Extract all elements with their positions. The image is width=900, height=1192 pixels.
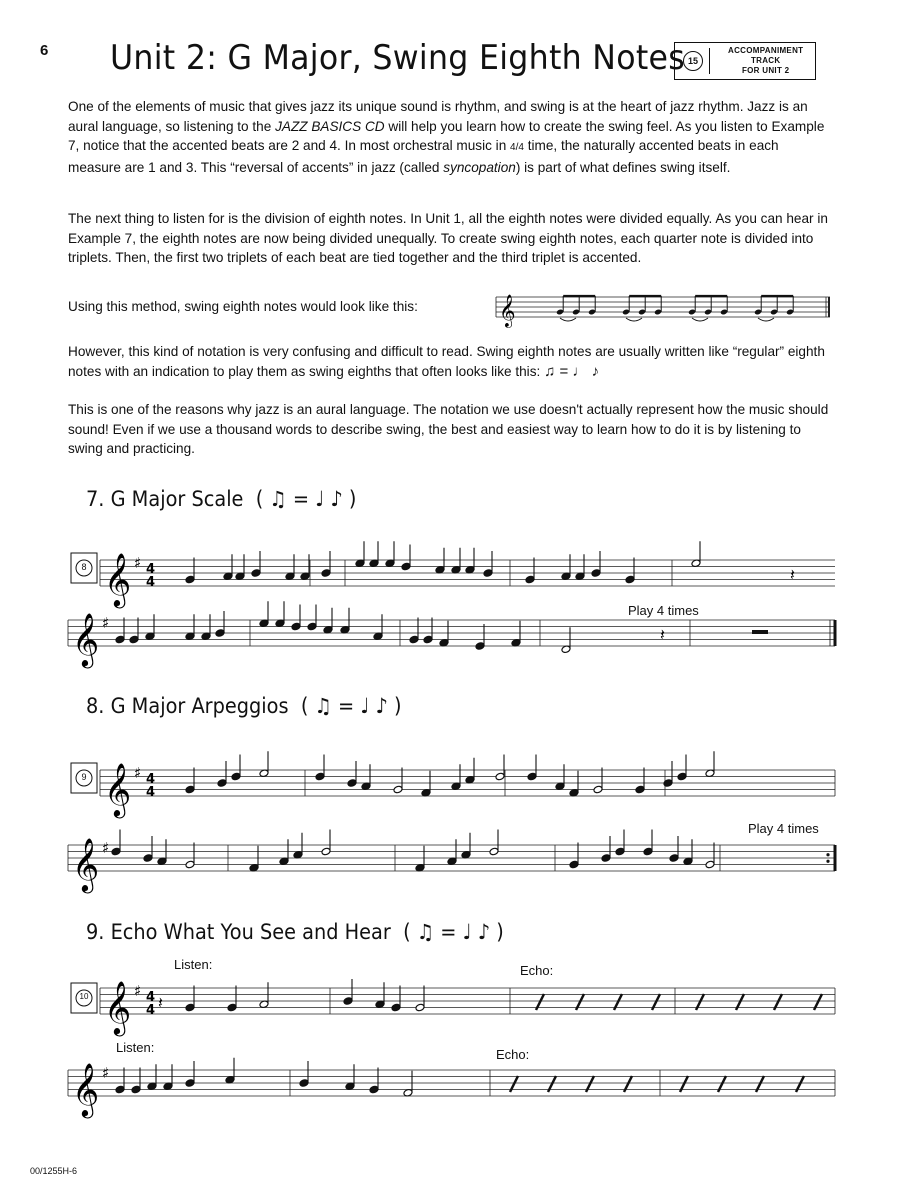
treble-clef-icon: 𝄞 (72, 837, 100, 891)
note (465, 758, 475, 784)
note (217, 761, 227, 787)
swing-symbol-icon: ( ♫ = ♩ ♪ ) (403, 920, 504, 944)
note (439, 621, 449, 647)
note (561, 554, 571, 580)
listen-label: Listen: (174, 957, 213, 972)
ex8-staff-2 (68, 837, 835, 893)
note (475, 624, 485, 650)
note (315, 755, 325, 781)
note (705, 843, 715, 869)
slash-beat (536, 994, 544, 1010)
accompaniment-track-box (674, 42, 816, 80)
note (461, 833, 471, 859)
example-7-title: 7. G Major Scale ( ♫ = ♩ ♪ ) (86, 487, 357, 511)
paragraph-3: Using this method, swing eighth notes would look like this: (68, 299, 418, 314)
ex7-staff-1 (100, 552, 835, 608)
slash-beat (680, 1076, 688, 1092)
note (307, 605, 317, 631)
note (593, 768, 603, 794)
note (361, 764, 371, 790)
echo-label: Echo: (496, 1047, 530, 1062)
slash-beat (614, 994, 622, 1010)
triplet-figures (556, 296, 794, 321)
note (409, 618, 419, 644)
note (401, 545, 411, 571)
slash-beat (814, 994, 822, 1010)
note (451, 548, 461, 574)
note (369, 1068, 379, 1094)
paragraph-2: The next thing to listen for is the division of eighth notes. In Unit 1, all the eighth notes were divided equally. As you can hear in Example 7, the eighth notes are now being divided unequally. To create swing eighth notes, each quarter note is divided into triplets. Then, the first two triplets of each beat are tied together and the third triplet is accented. (68, 211, 828, 265)
note (465, 548, 475, 574)
note (321, 551, 331, 577)
note (575, 554, 585, 580)
slash-beat (756, 1076, 764, 1092)
key-signature-sharp-icon: ♯ (134, 982, 142, 1000)
echo-label: Echo: (520, 963, 554, 978)
paragraph-5: This is one of the reasons why jazz is an aural language. The notation we use doesn't actually represent how the music should sound! Even if we use a thousand words to describe swing, the best and easiest way to learn how to do it is by listening to swing and practicing. (68, 402, 829, 456)
rest-icon: 𝄽 (790, 565, 795, 584)
note (259, 601, 269, 627)
note (323, 608, 333, 634)
key-signature-sharp-icon: ♯ (102, 1064, 110, 1082)
note (369, 541, 379, 567)
ex8-staff-1 (100, 762, 835, 818)
note (300, 554, 310, 580)
swing-symbol-icon: ( ♫ = ♩ ♪ ) (300, 694, 402, 718)
note (340, 608, 350, 634)
note (235, 554, 245, 580)
note (495, 755, 505, 781)
ex9-staff-1 (100, 980, 835, 1036)
example-9-title: 9. Echo What You See and Hear ( ♫ = ♩ ♪ ) (86, 920, 504, 944)
svg-text:4: 4 (146, 575, 156, 590)
note (343, 979, 353, 1005)
note (249, 846, 259, 872)
note (185, 614, 195, 640)
note (669, 836, 679, 862)
note (683, 839, 693, 865)
note (185, 986, 195, 1012)
note (201, 614, 211, 640)
note (129, 618, 139, 644)
note (223, 554, 233, 580)
key-signature-sharp-icon: ♯ (134, 764, 142, 782)
note (483, 551, 493, 577)
key-signature-sharp-icon: ♯ (134, 554, 142, 572)
note (415, 846, 425, 872)
note (489, 830, 499, 856)
note (447, 839, 457, 865)
note (285, 554, 295, 580)
triplet-staff-lines (496, 297, 830, 317)
note (115, 1068, 125, 1094)
note (421, 771, 431, 797)
whole-rest-icon (752, 630, 768, 634)
note (279, 839, 289, 865)
note (147, 1064, 157, 1090)
note (259, 982, 269, 1008)
note (385, 541, 395, 567)
page-number: 6 (40, 42, 49, 59)
ex7-staff-2 (68, 612, 835, 668)
note (451, 764, 461, 790)
ex9-staff-2 (68, 1062, 835, 1118)
note (391, 986, 401, 1012)
note (569, 771, 579, 797)
track-number-ex7: 8 (81, 562, 87, 572)
note (227, 986, 237, 1012)
key-signature-sharp-icon: ♯ (102, 839, 110, 857)
listen-label: Listen: (116, 1040, 155, 1055)
note (185, 558, 195, 584)
note (691, 541, 701, 567)
track-caption: ACCOMPANIMENT TRACK FOR UNIT 2 (728, 46, 804, 75)
note (373, 614, 383, 640)
note (251, 551, 261, 577)
note (347, 761, 357, 787)
note (435, 548, 445, 574)
note (561, 627, 571, 653)
note (143, 836, 153, 862)
slash-beat (510, 1076, 518, 1092)
note (185, 843, 195, 869)
slash-beat (774, 994, 782, 1010)
swing-symbol-icon: ♫ = ♩ ♪ (544, 362, 600, 380)
note (591, 551, 601, 577)
slash-beat (652, 994, 660, 1010)
svg-text:4: 4 (146, 562, 156, 577)
svg-text:4: 4 (146, 990, 156, 1005)
example-8-title: 8. G Major Arpeggios ( ♫ = ♩ ♪ ) (86, 694, 402, 718)
paragraph-4: However, this kind of notation is very confusing and difficult to read. Swing eighth notes are usually written like “regular” eighth notes with an indication to play them as swing eighths that often looks like this: ♫ = ♩ ♪ (68, 344, 825, 380)
slash-beat (624, 1076, 632, 1092)
note (145, 614, 155, 640)
swing-symbol-icon: ( ♫ = ♩ ♪ ) (255, 487, 357, 511)
note (185, 1061, 195, 1087)
slash-beat (696, 994, 704, 1010)
key-signature-sharp-icon: ♯ (102, 614, 110, 632)
note (643, 830, 653, 856)
note (569, 843, 579, 869)
svg-text:4: 4 (146, 772, 156, 787)
repeat-instruction: Play 4 times (628, 603, 699, 618)
track-number-ex8: 9 (81, 772, 87, 782)
note (677, 755, 687, 781)
cd-track-number: 15 (683, 51, 703, 71)
repeat-instruction: Play 4 times (748, 821, 819, 836)
slash-beat (796, 1076, 804, 1092)
slash-beat (548, 1076, 556, 1092)
footer-code: 00/1255H-6 (30, 1166, 78, 1176)
note (403, 1071, 413, 1097)
note (625, 558, 635, 584)
treble-clef-icon: 𝄞 (72, 1062, 100, 1116)
note (225, 1058, 235, 1084)
note (291, 605, 301, 631)
note (275, 601, 285, 627)
treble-clef-icon: 𝄞 (499, 294, 516, 327)
note (215, 611, 225, 637)
note (663, 761, 673, 787)
svg-text:4: 4 (146, 785, 156, 800)
treble-clef-icon: 𝄞 (104, 552, 132, 606)
treble-clef-icon: 𝄞 (104, 762, 132, 816)
treble-clef-icon: 𝄞 (104, 980, 132, 1034)
note (157, 839, 167, 865)
note (131, 1068, 141, 1094)
slash-beat (576, 994, 584, 1010)
treble-clef-icon: 𝄞 (72, 612, 100, 666)
note (163, 1064, 173, 1090)
note (635, 768, 645, 794)
slash-beat (586, 1076, 594, 1092)
note (321, 830, 331, 856)
svg-text:4: 4 (146, 1003, 156, 1018)
track-number-ex9: 10 (79, 992, 89, 1001)
note (705, 751, 715, 777)
slash-beat (736, 994, 744, 1010)
note (615, 830, 625, 856)
note (527, 755, 537, 781)
page-title: Unit 2: G Major, Swing Eighth Notes (110, 38, 686, 78)
note (393, 768, 403, 794)
note (375, 982, 385, 1008)
note (111, 830, 121, 856)
note (555, 764, 565, 790)
note (511, 621, 521, 647)
slash-beat (718, 1076, 726, 1092)
note (345, 1064, 355, 1090)
note (259, 751, 269, 777)
rest-icon: 𝄽 (158, 993, 163, 1012)
note (115, 618, 125, 644)
divider (709, 48, 710, 74)
note (231, 755, 241, 781)
note (601, 836, 611, 862)
note (355, 541, 365, 567)
note (299, 1061, 309, 1087)
note (293, 833, 303, 859)
paragraph-1: One of the elements of music that gives jazz its unique sound is rhythm, and swing is at the heart of jazz rhythm. Jazz is an aural language, so listening to the JAZZ BASICS CD will help you learn how to create the swing feel. As you listen to Example 7, notice that the accented beats are 2 and 4. In most orchestral music in 4/4 time, the naturally accented beats in each measure are 1 and 3. This “reversal of accents” in jazz (called syncopation) is part of what defines swing itself. (68, 99, 825, 175)
note (415, 986, 425, 1012)
note (185, 768, 195, 794)
note (525, 558, 535, 584)
rest-icon: 𝄽 (660, 625, 665, 644)
note (423, 618, 433, 644)
